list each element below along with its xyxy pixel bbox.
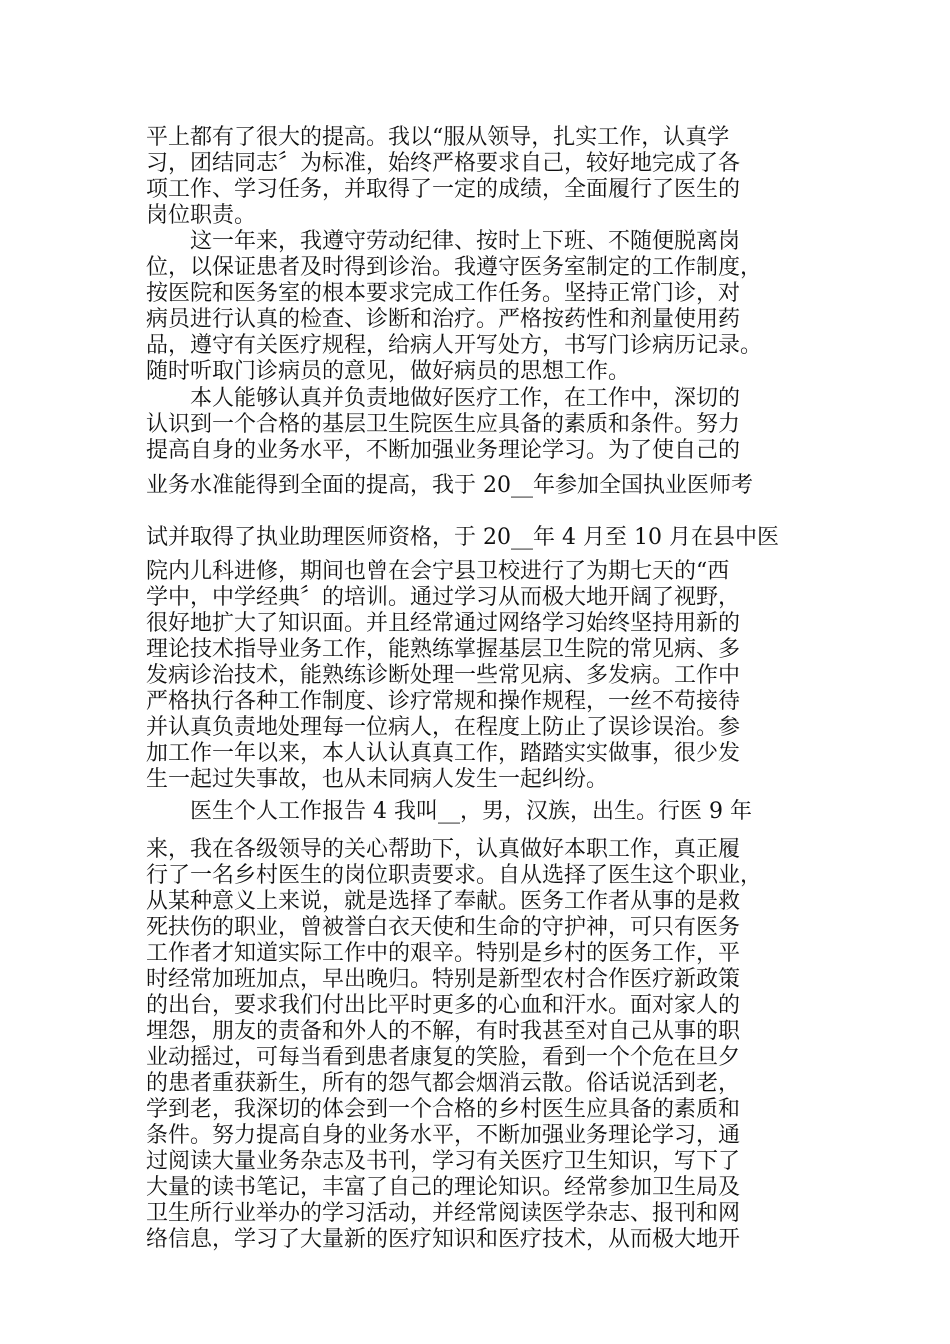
- text-line: 并认真负责地处理每一位病人，在程度上防止了误诊误治。参: [146, 715, 741, 740]
- text-line: 工作者才知道实际工作中的艰辛。特别是乡村的医务工作，平: [146, 941, 741, 966]
- text-line: 病员进行认真的检查、诊断和治疗。严格按药性和剂量使用药: [146, 307, 741, 332]
- text-line: 学中，中学经典〞的培训。通过学习从而极大地开阔了视野，: [146, 585, 741, 610]
- text-line: 岗位职责。: [146, 203, 257, 228]
- text-line: 随时听取门诊病员的意见，做好病员的思想工作。: [146, 359, 631, 384]
- text-line: 本人能够认真并负责地做好医疗工作，在工作中，深切的: [146, 386, 741, 411]
- text-line: 这一年来，我遵守劳动纪律、按时上下班、不随便脱离岗: [146, 229, 741, 254]
- text-line: 位，以保证患者及时得到诊治。我遵守医务室制定的工作制度，: [146, 255, 763, 280]
- text-line: 试并取得了执业助理医师资格，于 20__年 4 月至 10 月在县中医: [146, 525, 779, 550]
- text-line: 严格执行各种工作制度、诊疗常规和操作规程，一丝不苟接待: [146, 689, 741, 714]
- text-line: 的出台，要求我们付出比平时更多的心血和汗水。面对家人的: [146, 993, 741, 1018]
- text-line: 理论技术指导业务工作，能熟练掌握基层卫生院的常见病、多: [146, 637, 741, 662]
- text-line: 医生个人工作报告 4 我叫__，男，汉族，出生。行医 9 年: [146, 799, 752, 824]
- text-line: 卫生所行业举办的学习活动，并经常阅读医学杂志、报刊和网: [146, 1201, 741, 1226]
- text-line: 院内儿科进修，期间也曾在会宁县卫校进行了为期七天的“西: [146, 559, 730, 584]
- text-line: 习，团结同志〞为标准，始终严格要求自己，较好地完成了各: [146, 151, 741, 176]
- text-line: 加工作一年以来，本人认认真真工作，踏踏实实做事，很少发: [146, 741, 741, 766]
- text-line: 很好地扩大了知识面。并且经常通过网络学习始终坚持用新的: [146, 611, 741, 636]
- text-line: 行了一名乡村医生的岗位职责要求。自从选择了医生这个职业，: [146, 863, 763, 888]
- text-line: 埋怨，朋友的责备和外人的不解，有时我甚至对自己从事的职: [146, 1019, 741, 1044]
- text-line: 条件。努力提高自身的业务水平，不断加强业务理论学习，通: [146, 1123, 741, 1148]
- text-line: 认识到一个合格的基层卫生院医生应具备的素质和条件。努力: [146, 412, 741, 437]
- text-line: 生一起过失事故，也从未同病人发生一起纠纷。: [146, 767, 609, 792]
- text-line: 过阅读大量业务杂志及书刊，学习有关医疗卫生知识，写下了: [146, 1149, 741, 1174]
- text-line: 项工作、学习任务，并取得了一定的成绩，全面履行了医生的: [146, 177, 741, 202]
- text-line: 大量的读书笔记，丰富了自己的理论知识。经常参加卫生局及: [146, 1175, 741, 1200]
- text-line: 死扶伤的职业，曾被誉白衣天使和生命的守护神，可只有医务: [146, 915, 741, 940]
- text-line: 的患者重获新生，所有的怨气都会烟消云散。俗话说活到老，: [146, 1071, 741, 1096]
- text-line: 业动摇过，可每当看到患者康复的笑脸，看到一个个危在旦夕: [146, 1045, 741, 1070]
- text-line: 提高自身的业务水平，不断加强业务理论学习。为了使自己的: [146, 438, 741, 463]
- text-line: 络信息，学习了大量新的医疗知识和医疗技术，从而极大地开: [146, 1227, 741, 1252]
- text-line: 来，我在各级领导的关心帮助下，认真做好本职工作，真正履: [146, 837, 741, 862]
- text-line: 按医院和医务室的根本要求完成工作任务。坚持正常门诊，对: [146, 281, 741, 306]
- text-line: 时经常加班加点，早出晚归。特别是新型农村合作医疗新政策: [146, 967, 741, 992]
- text-line: 发病诊治技术，能熟练诊断处理一些常见病、多发病。工作中: [146, 663, 741, 688]
- text-line: 品，遵守有关医疗规程，给病人开写处方，书写门诊病历记录。: [146, 333, 763, 358]
- text-line: 业务水准能得到全面的提高，我于 20__年参加全国执业医师考: [146, 473, 753, 498]
- text-line: 学到老，我深切的体会到一个合格的乡村医生应具备的素质和: [146, 1097, 741, 1122]
- text-line: 平上都有了很大的提高。我以“服从领导，扎实工作，认真学: [146, 125, 730, 150]
- text-line: 从某种意义上来说，就是选择了奉献。医务工作者从事的是救: [146, 889, 741, 914]
